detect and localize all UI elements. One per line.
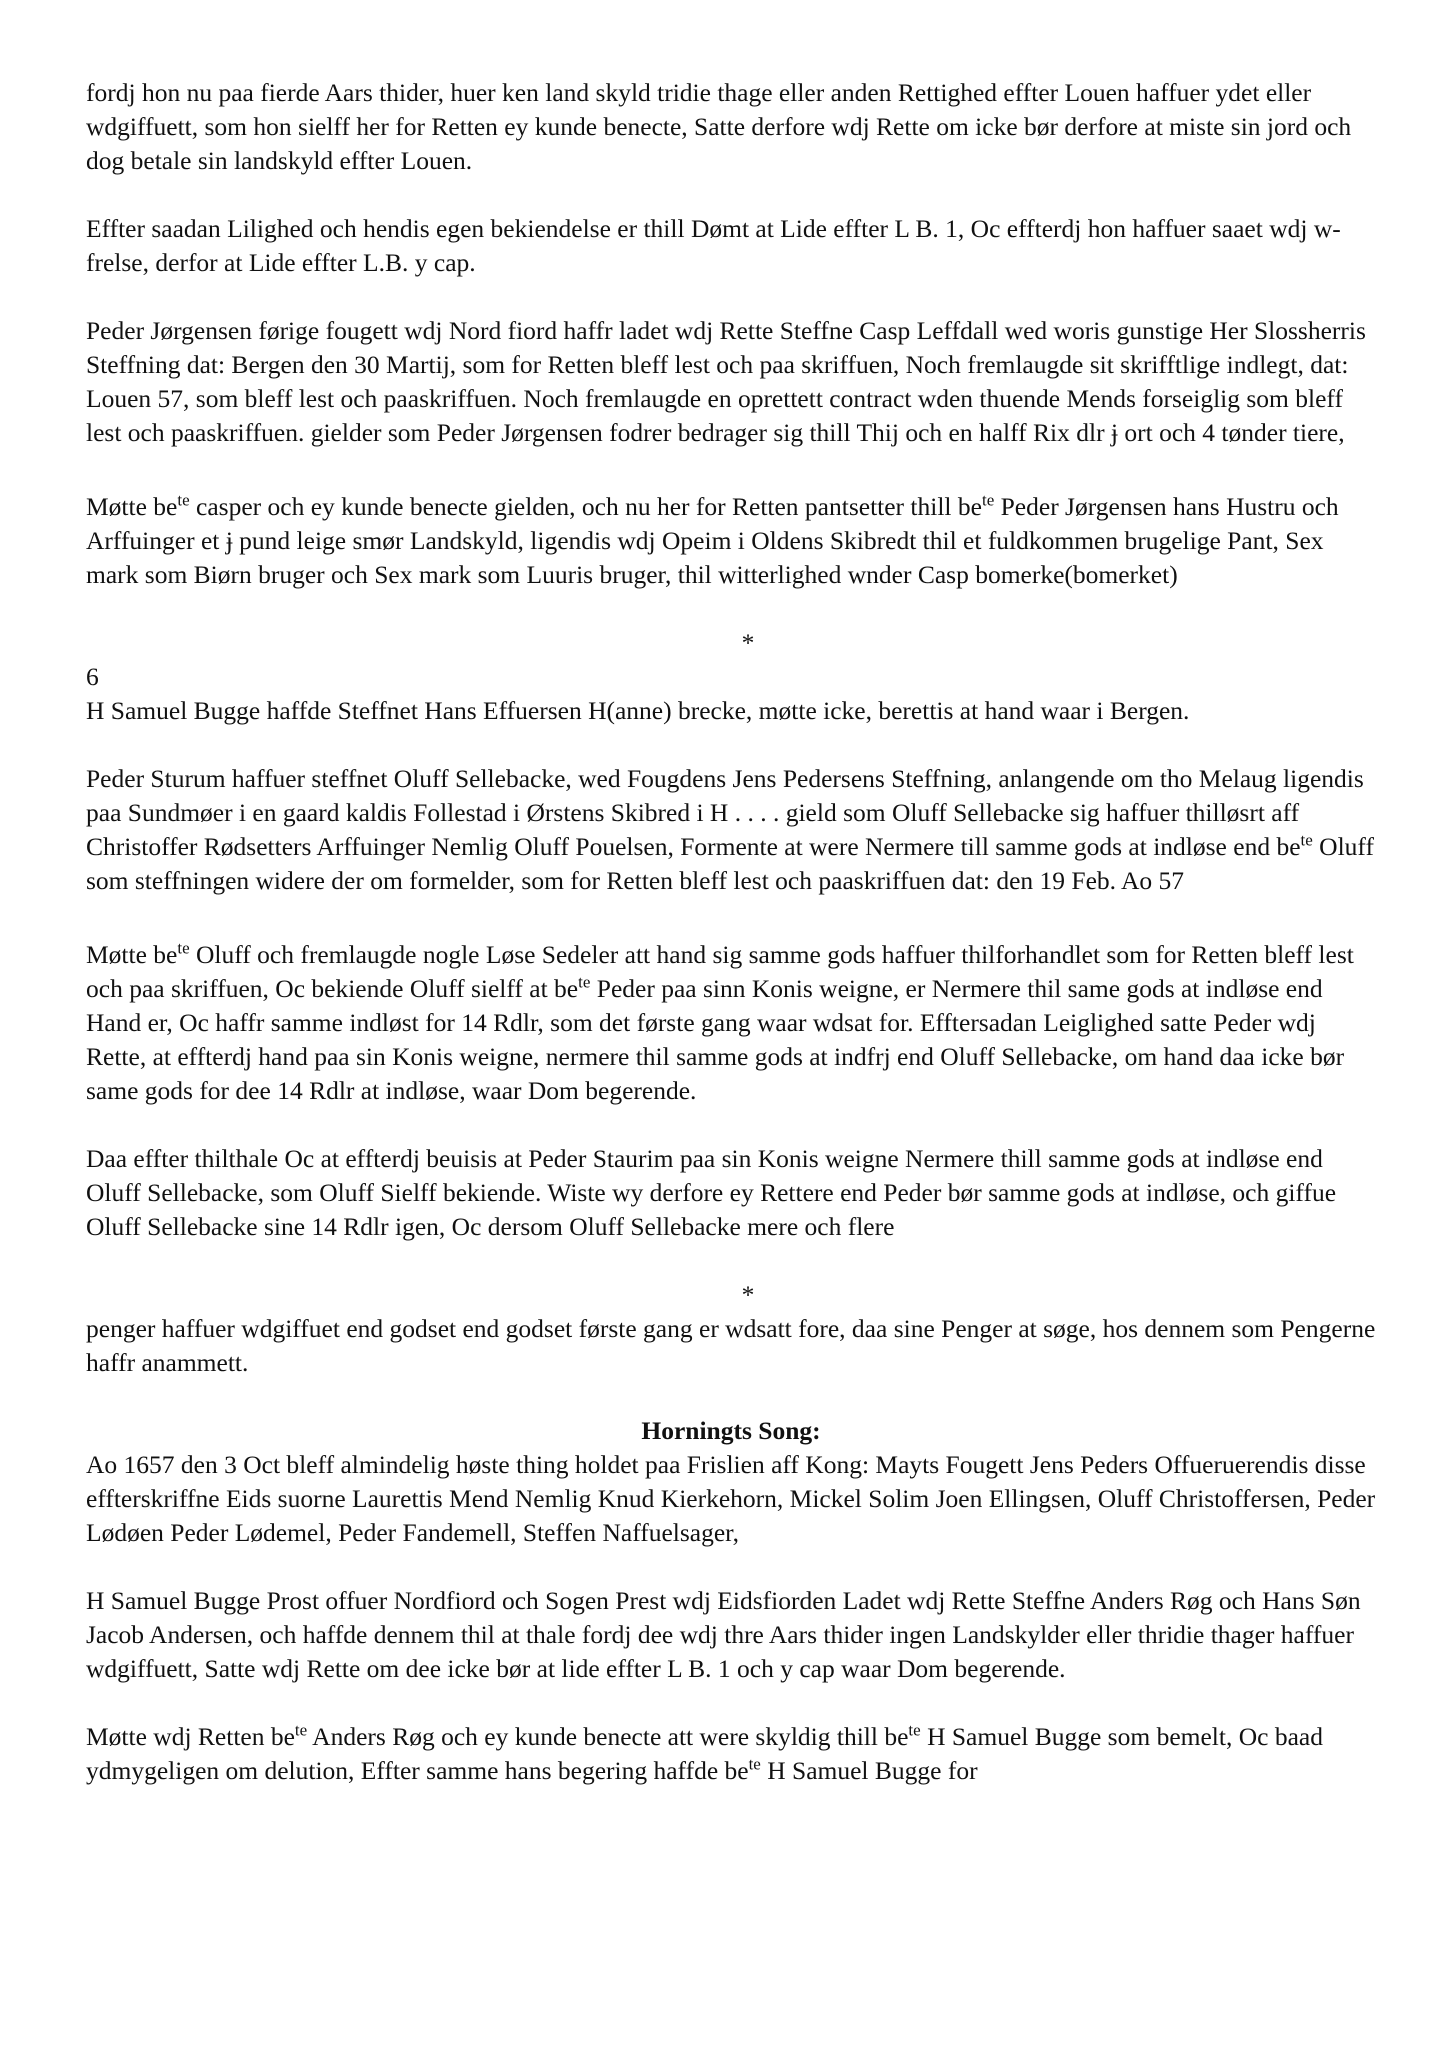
paragraph-4 (86, 490, 1376, 592)
paragraph-9: penger haffuer wdgiffuet end godset end godset første gang er wdsatt fore, daa sine Penger at søge, hos dennem som Pengerne haffr anammett. (86, 1314, 1376, 1377)
paragraph-10: Ao 1657 den 3 Oct bleff almindelig høste thing holdet paa Frislien aff Kong: Mayts Fougett Jens Peders Offueruerendis disse effterskriffne Eids suorne Laurettis Mend Nemlig Knud Kierkehorn, Mickel Solim Joen Ellingsen, Oluff Christoffersen, Peder Lødøen Peder Lødemel, Peder Fandemell, Steffen Naffuelsager, (86, 1450, 1376, 1547)
paragraph-8: Daa effter thilthale Oc at effterdj beuisis at Peder Staurim paa sin Konis weigne Nermere thill samme gods at indløse end Oluff Sellebacke, som Oluff Sielff bekiende. Wiste wy derfore ey Rettere end Peder bør samme gods at indløse, och giffue Oluff Sellebacke sine 14 Rdlr igen, Oc dersom Oluff Sellebacke mere och flere (86, 1144, 1337, 1241)
spacer (86, 178, 1376, 212)
spacer (86, 1550, 1376, 1584)
text-run: Anders Røg och ey kunde benecte att were skyldig thill be (307, 1722, 909, 1751)
page-number: 6 (86, 662, 99, 691)
text-run: Oluff som steffningen widere der om formelder, som for Retten bleff lest och paaskriffuen dat: den 19 Feb. Ao 57 (86, 832, 1374, 895)
text-run: Oluff och fremlaugde nogle Løse Sedeler att hand sig samme gods haffuer thilforhandlet som for Retten bleff lest och paa skriffuen, Oc bekiende Oluff sielff at be (86, 940, 1354, 1003)
text-run: Peder Sturum haffuer steffnet Oluff Sellebacke, wed Fougdens Jens Pedersens Steffning, anlangende om tho Melaug ligendis paa Sundmøer i en gaard kaldis Follestad i Ørstens Skibred i H . . . . gield som Oluff Sellebacke sig haffuer thilløsrt aff Christoffer Rødsetters Arffuinger Nemlig Oluff Pouelsen, Formente at were Nermere till samme gods at indløse end be (86, 764, 1364, 861)
text-run: Møtte be (86, 940, 178, 969)
paragraph-2: Effter saadan Lilighed och hendis egen bekiendelse er thill Dømt at Lide effter L B. 1, Oc effterdj hon haffuer saaet wdj w-frelse, derfor at Lide effter L.B. y cap. (86, 214, 1341, 277)
spacer (86, 1686, 1376, 1720)
section-heading: Horningts Song: (641, 1416, 821, 1445)
text-run: casper och ey kunde benecte gielden, och nu her for Retten pantsetter thill be (189, 492, 982, 521)
section-separator-star: * (741, 1280, 755, 1309)
superscript: te (908, 1720, 921, 1740)
document-page (86, 76, 1376, 1788)
spacer (86, 898, 1376, 938)
text-run: Møtte wdj Retten be (86, 1722, 295, 1751)
paragraph-12 (86, 1720, 1376, 1788)
spacer (86, 728, 1376, 762)
paragraph-1: fordj hon nu paa fierde Aars thider, huer ken land skyld tridie thage eller anden Rettighed effter Louen haffuer ydet eller wdgiffuett, som hon sielff her for Retten ey kunde benecte, Satte derfore wdj Rette om icke bør derfore at miste sin jord och dog betale sin landskyld effter Louen. (86, 78, 1352, 175)
superscript: te (578, 972, 591, 992)
superscript: te (1300, 830, 1313, 850)
spacer (86, 1108, 1376, 1142)
spacer (86, 450, 1376, 490)
superscript: te (177, 490, 190, 510)
spacer (86, 592, 1376, 626)
superscript: te (748, 1754, 761, 1774)
spacer (86, 1380, 1376, 1414)
text-run: H Samuel Bugge for (760, 1756, 978, 1785)
text-run: Peder paa sinn Konis weigne, er Nermere thil same gods at indløse end Hand er, Oc haffr samme indløst for 14 Rdlr, som det første gang waar wdsat for. Efftersadan Leiglighed satte Peder wdj Rette, at effterdj hand paa sin Konis weigne, nermere thil samme gods at indfrj end Oluff Sellebacke, om hand daa icke bør same gods for dee 14 Rdlr at indløse, waar Dom begerende. (86, 974, 1345, 1105)
paragraph-6 (86, 762, 1376, 898)
paragraph-7 (86, 938, 1376, 1108)
paragraph-11: H Samuel Bugge Prost offuer Nordfiord och Sogen Prest wdj Eidsfiorden Ladet wdj Rette Steffne Anders Røg och Hans Søn Jacob Andersen, och haffde dennem thil at thale fordj dee wdj thre Aars thider ingen Landskylder eller thridie thager haffuer wdgiffuett, Satte wdj Rette om dee icke bør at lide effter L B. 1 och y cap waar Dom begerende. (86, 1586, 1361, 1683)
section-separator-star: * (741, 628, 755, 657)
text-run: H Samuel Bugge som bemelt, Oc baad ydmygeligen om delution, Effter samme hans begering haffde be (86, 1722, 1323, 1785)
paragraph-5: H Samuel Bugge haffde Steffnet Hans Effuersen H(anne) brecke, møtte icke, berettis at hand waar i Bergen. (86, 696, 1190, 725)
paragraph-3: Peder Jørgensen førige fougett wdj Nord fiord haffr ladet wdj Rette Steffne Casp Leffdall wed woris gunstige Her Slossherris Steffning dat: Bergen den 30 Martij, som for Retten bleff lest och paa skriffuen, Noch fremlaugde sit skrifftlige indlegt, dat: Louen 57, som bleff lest och paaskriffuen. Noch fremlaugde en oprettett contract wden thuende Mends forseiglig som bleff lest och paaskriffuen. gielder som Peder Jørgensen fodrer bedrager sig thill Thij och en halff Rix dlr ɉ ort och 4 tønder tiere, (86, 316, 1366, 447)
spacer (86, 1244, 1376, 1278)
text-run: Møtte be (86, 492, 178, 521)
text-run: Peder Jørgensen hans Hustru och Arffuinger et ɉ pund leige smør Landskyld, ligendis wdj Opeim i Oldens Skibredt thil et fuldkommen brugelige Pant, Sex mark som Biørn bruger och Sex mark som Luuris bruger, thil witterlighed wnder Casp bomerke(bomerket) (86, 492, 1339, 589)
superscript: te (981, 490, 995, 510)
superscript: te (177, 938, 190, 958)
spacer (86, 280, 1376, 314)
superscript: te (294, 1720, 308, 1740)
